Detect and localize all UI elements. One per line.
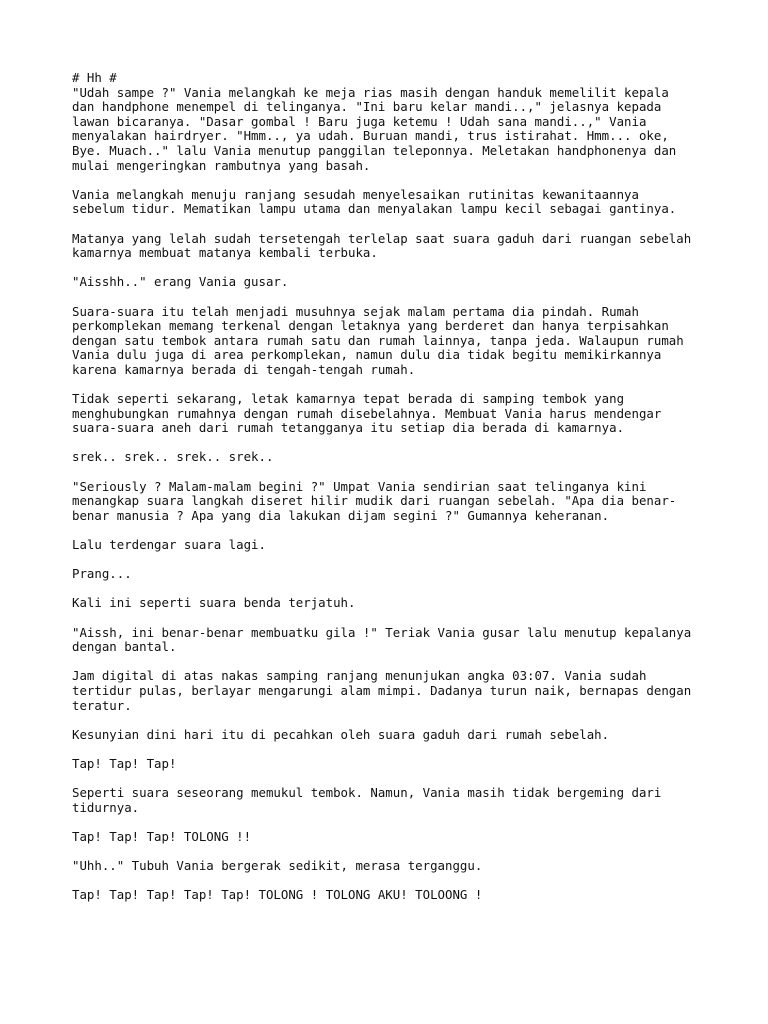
paragraph bbox=[72, 275, 702, 290]
paragraph bbox=[72, 450, 702, 465]
text-line: "Seriously ? Malam-malam begini ?" Umpat Vania sendirian saat telinganya kini bbox=[72, 478, 647, 494]
text-line: Prang... bbox=[72, 566, 132, 582]
paragraph bbox=[72, 596, 702, 611]
text-line: karena kamarnya berada di tengah-tengah rumah. bbox=[72, 361, 416, 377]
paragraph bbox=[72, 392, 702, 436]
paragraph bbox=[72, 71, 702, 173]
paragraph bbox=[72, 305, 702, 378]
text-line: "Udah sampe ?" Vania melangkah ke meja rias masih dengan handuk memelilit kepala bbox=[72, 84, 669, 100]
text-line: Kali ini seperti suara benda terjatuh. bbox=[72, 595, 356, 611]
text-line: Jam digital di atas nakas samping ranjang menunjukan angka 03:07. Vania sudah bbox=[72, 668, 647, 684]
text-line: Kesunyian dini hari itu di pecahkan oleh suara gaduh dari rumah sebelah. bbox=[72, 726, 610, 742]
text-line: "Aisshh.." erang Vania gusar. bbox=[72, 274, 289, 290]
paragraph bbox=[72, 669, 702, 713]
text-line: "Aissh, ini benar-benar membuatku gila !" Teriak Vania gusar lalu menutup kepalanya bbox=[72, 624, 692, 640]
paragraph bbox=[72, 188, 702, 217]
text-line: perkomplekan memang terkenal dengan letaknya yang berderet dan hanya terpisahkan bbox=[72, 318, 669, 334]
text-line: menyalakan hairdryer. "Hmm.., ya udah. Buruan mandi, trus istirahat. Hmm... oke, bbox=[72, 128, 669, 144]
text-line: Tap! Tap! Tap! Tap! Tap! TOLONG ! TOLONG AKU! TOLOONG ! bbox=[72, 887, 483, 903]
text-line: Matanya yang lelah sudah tersetengah terlelap saat suara gaduh dari ruangan sebelah bbox=[72, 230, 692, 246]
text-line: sebelum tidur. Mematikan lampu utama dan menyalakan lampu kecil sebagai gantinya. bbox=[72, 201, 677, 217]
text-line: lawan bicaranya. "Dasar gombal ! Baru juga ketemu ! Udah sana mandi..," Vania bbox=[72, 113, 647, 129]
text-line: Vania dulu juga di area perkomplekan, namun dulu dia tidak begitu memikirkannya bbox=[72, 347, 662, 363]
paragraph bbox=[72, 859, 702, 874]
text-line: menghubungkan rumahnya dengan rumah disebelahnya. Membuat Vania harus mendengar bbox=[72, 405, 662, 421]
paragraph bbox=[72, 728, 702, 743]
text-line: menangkap suara langkah diseret hilir mudik dari ruangan sebelah. "Apa dia benar- bbox=[72, 493, 677, 509]
text-line: benar manusia ? Apa yang dia lakukan dijam segini ?" Gumannya keheranan. bbox=[72, 507, 610, 523]
text-line: dan handphone menempel di telinganya. "Ini baru kelar mandi..," jelasnya kepada bbox=[72, 99, 662, 115]
text-line: kamarnya membuat matanya kembali terbuka. bbox=[72, 245, 378, 261]
paragraph bbox=[72, 830, 702, 845]
paragraph bbox=[72, 888, 702, 903]
text-line: Lalu terdengar suara lagi. bbox=[72, 537, 266, 552]
document-page bbox=[72, 71, 702, 917]
paragraph bbox=[72, 567, 702, 582]
paragraph bbox=[72, 232, 702, 261]
text-line: dengan bantal. bbox=[72, 639, 177, 655]
text-line: Tidak seperti sekarang, letak kamarnya tepat berada di samping tembok yang bbox=[72, 391, 625, 407]
paragraph bbox=[72, 538, 702, 553]
text-line: dengan satu tembok antara rumah satu dan rumah lainnya, tanpa jeda. Walaupun rumah bbox=[72, 332, 684, 348]
text-line: "Uhh.." Tubuh Vania bergerak sedikit, merasa terganggu. bbox=[72, 858, 483, 874]
text-line: mulai mengeringkan rambutnya yang basah. bbox=[72, 157, 371, 173]
text-line: Suara-suara itu telah menjadi musuhnya sejak malam pertama dia pindah. Rumah bbox=[72, 303, 639, 319]
text-line: Tap! Tap! Tap! bbox=[72, 755, 177, 771]
paragraph bbox=[72, 786, 702, 815]
text-line: Bye. Muach.." lalu Vania menutup panggilan teleponnya. Meletakan handphonenya dan bbox=[72, 142, 677, 158]
paragraph bbox=[72, 757, 702, 772]
text-line: # Hh # bbox=[72, 70, 117, 85]
paragraph bbox=[72, 626, 702, 655]
text-line: srek.. srek.. srek.. srek.. bbox=[72, 449, 274, 465]
text-line: Vania melangkah menuju ranjang sesudah menyelesaikan rutinitas kewanitaannya bbox=[72, 186, 639, 202]
text-line: Seperti suara seseorang memukul tembok. Namun, Vania masih tidak bergeming dari bbox=[72, 785, 662, 801]
text-line: tertidur pulas, berlayar mengarungi alam mimpi. Dadanya turun naik, bernapas dengan bbox=[72, 682, 692, 698]
text-line: teratur. bbox=[72, 697, 132, 713]
text-line: tidurnya. bbox=[72, 799, 140, 815]
paragraph bbox=[72, 480, 702, 524]
text-line: Tap! Tap! Tap! TOLONG !! bbox=[72, 828, 252, 844]
text-line: suara-suara aneh dari rumah tetangganya itu setiap dia berada di kamarnya. bbox=[72, 420, 625, 436]
